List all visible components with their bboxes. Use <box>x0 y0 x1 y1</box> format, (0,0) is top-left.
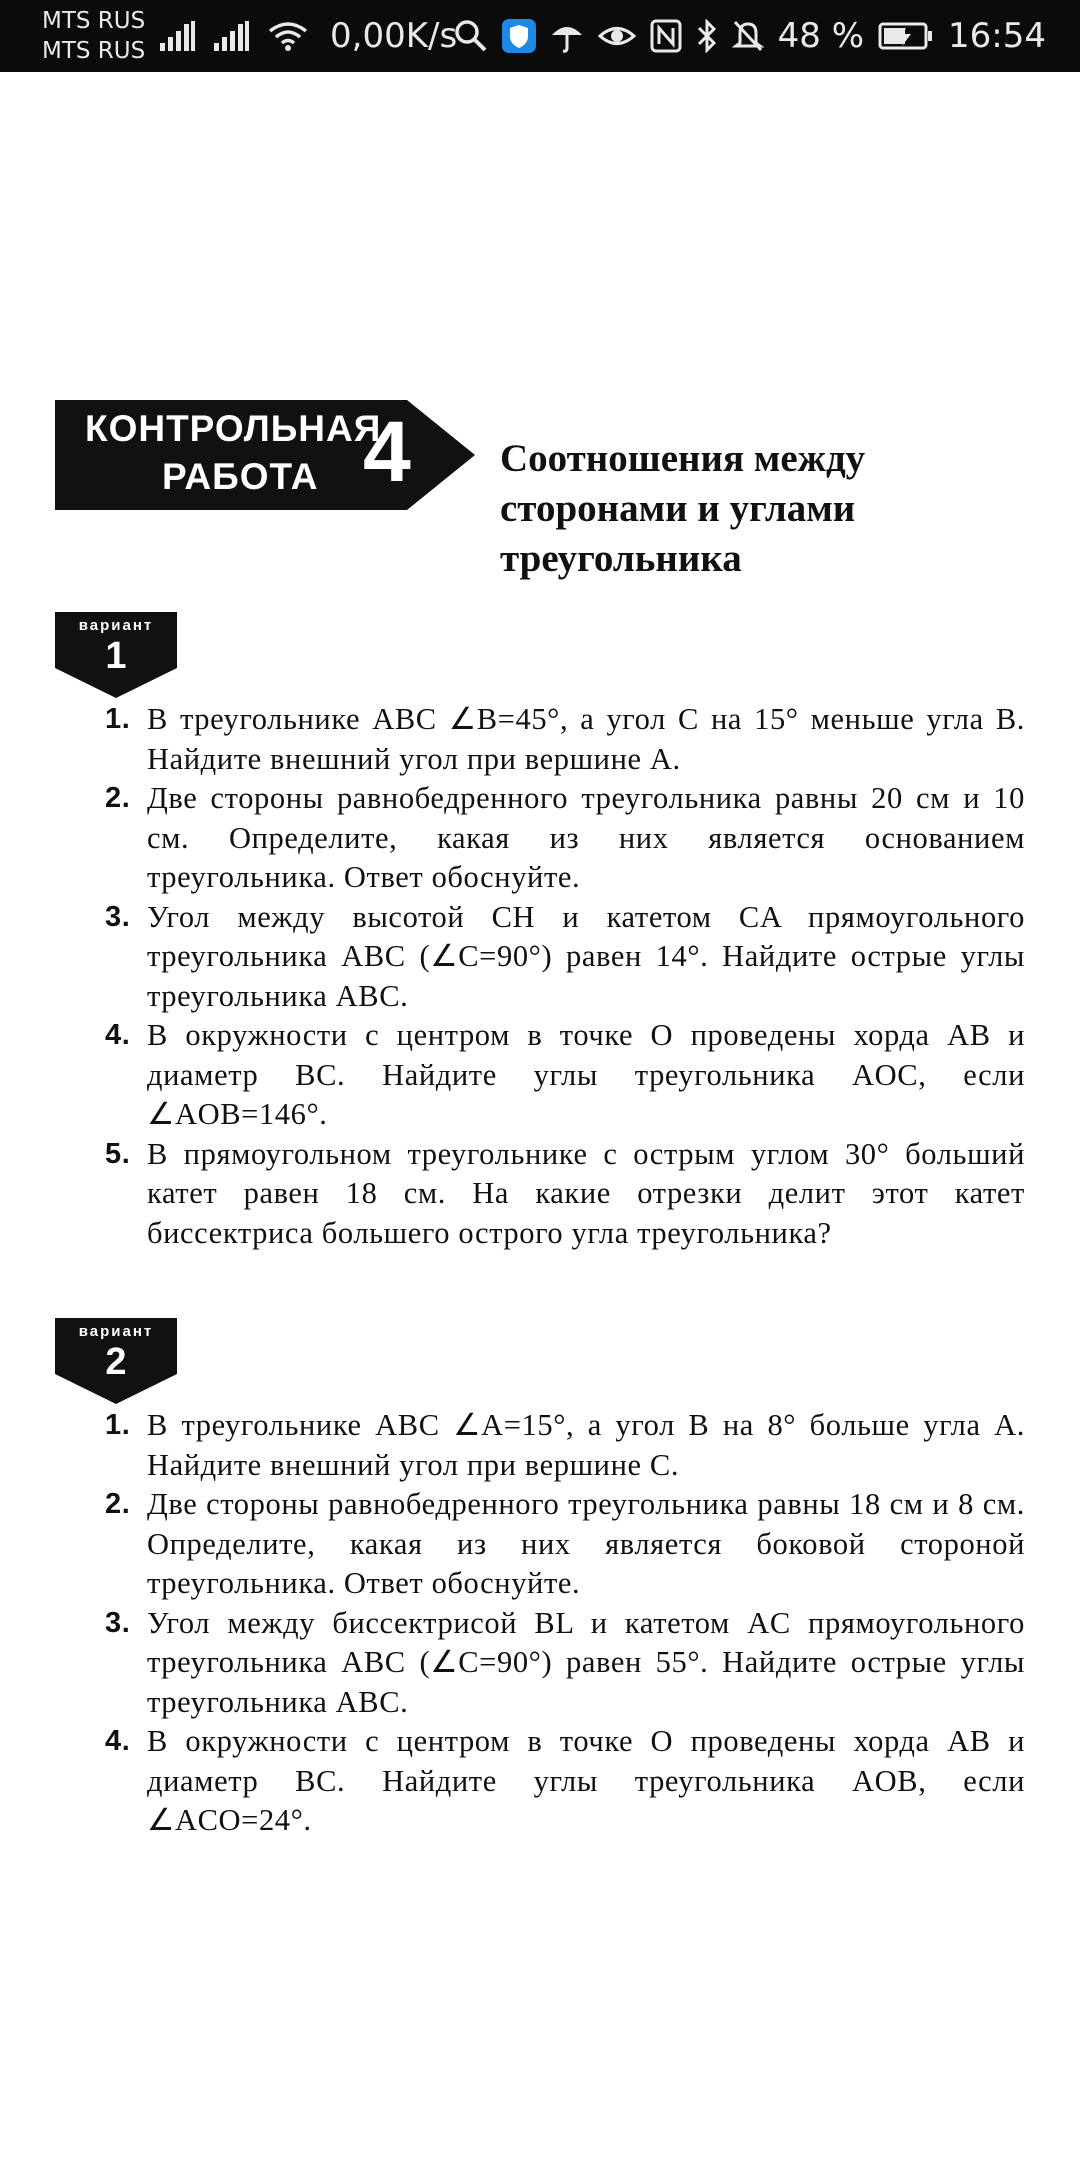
variant-2-tag <box>55 1318 177 1404</box>
carrier-labels <box>42 6 145 66</box>
badge-line-2: РАБОТА <box>162 456 319 497</box>
search-icon <box>454 19 488 53</box>
topic-line-1: Соотношения между <box>500 437 866 480</box>
task-text: Угол между биссектрисой BL и катетом AC прямоугольного треугольника ABC (∠C=90°) равен 55°. Найдите острые углы треугольника ABC. <box>147 1605 1025 1719</box>
task-item <box>105 1604 1025 1723</box>
document-page <box>0 72 1080 2160</box>
task-item <box>105 1722 1025 1841</box>
task-number: 4. <box>105 1725 131 1757</box>
variant-1-tasks <box>105 700 1025 1253</box>
battery-percent: 48 % <box>777 16 865 56</box>
topic-line-2: сторонами и углами <box>500 487 856 530</box>
variant-label: вариант <box>78 1323 154 1340</box>
shield-icon <box>502 19 536 53</box>
battery-charging-icon <box>878 21 934 51</box>
clock-time: 16:54 <box>948 16 1046 56</box>
task-number: 1. <box>105 1409 131 1441</box>
bluetooth-icon <box>696 19 718 53</box>
signal-icon <box>214 21 250 51</box>
task-text: В треугольнике ABC ∠A=15°, а угол B на 8° больше угла A. Найдите внешний угол при вершине C. <box>147 1408 1025 1482</box>
nfc-icon <box>650 19 682 53</box>
task-number: 3. <box>105 900 131 933</box>
test-badge <box>55 400 475 510</box>
umbrella-icon <box>550 19 584 53</box>
task-text: В окружности с центром в точке O проведены хорда AB и диаметр BC. Найдите углы треугольника AOC, если ∠AOB=146°. <box>147 1018 1025 1131</box>
task-number: 1. <box>105 703 131 735</box>
eye-icon <box>598 21 636 51</box>
task-text: В треугольнике ABC ∠B=45°, а угол C на 15° меньше угла B. Найдите внешний угол при вершине A. <box>147 702 1025 776</box>
task-number: 2. <box>105 1488 131 1520</box>
task-item <box>105 898 1025 1017</box>
bell-muted-icon <box>732 19 764 53</box>
task-text: В окружности с центром в точке O проведены хорда AB и диаметр BC. Найдите углы треугольника AOB, если ∠ACO=24°. <box>147 1724 1025 1837</box>
topic-line-3: треугольника <box>500 537 742 580</box>
variant-1-tag <box>55 612 177 698</box>
signal-icon <box>160 21 196 51</box>
task-item <box>105 1135 1025 1254</box>
carrier-2-label: MTS RUS <box>42 38 146 64</box>
task-number: 3. <box>105 1606 131 1639</box>
task-number: 4. <box>105 1019 131 1051</box>
variant-label: вариант <box>78 617 154 634</box>
task-text: Угол между высотой CH и катетом CA прямоугольного треугольника ABC (∠C=90°) равен 14°. Найдите острые углы треугольника ABC. <box>147 899 1025 1013</box>
task-item <box>105 1406 1025 1485</box>
task-item <box>105 700 1025 779</box>
variant-number: 1 <box>105 635 127 677</box>
task-text: В прямоугольном треугольнике с острым углом 30° больший катет равен 18 см. На какие отрезки делит этот катет биссектриса большего острого угла треугольника? <box>147 1136 1025 1250</box>
status-bar <box>0 0 1080 72</box>
network-speed: 0,00K/s <box>330 16 458 56</box>
carrier-1-label: MTS RUS <box>42 8 146 34</box>
wifi-icon <box>268 21 308 51</box>
topic-title <box>500 434 1020 584</box>
task-item <box>105 1016 1025 1135</box>
variant-number: 2 <box>105 1341 127 1383</box>
task-text: Две стороны равнобедренного треугольника равны 18 см и 8 см. Определите, какая из них является боковой стороной треугольника. Ответ обоснуйте. <box>147 1487 1025 1600</box>
task-number: 5. <box>105 1137 131 1170</box>
task-text: Две стороны равнобедренного треугольника равны 20 см и 10 см. Определите, какая из них является основанием треугольника. Ответ обоснуйте. <box>147 781 1025 894</box>
badge-number: 4 <box>363 404 411 500</box>
variant-2-tasks <box>105 1406 1025 1841</box>
task-item <box>105 1485 1025 1604</box>
task-number: 2. <box>105 782 131 814</box>
badge-line-1: КОНТРОЛЬНАЯ <box>85 408 382 449</box>
task-item <box>105 779 1025 898</box>
